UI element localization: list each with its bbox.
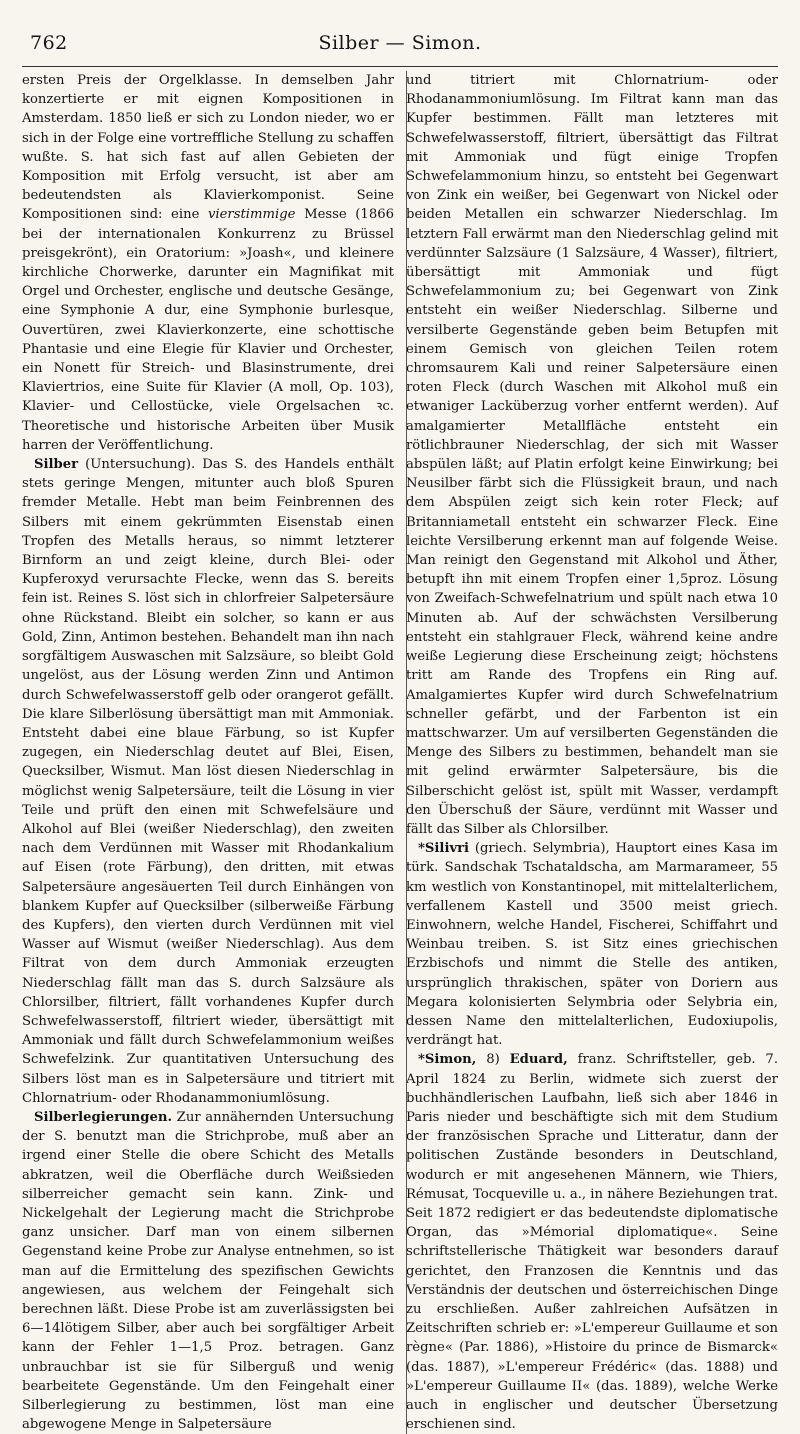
entry-text: franz. Schriftsteller, geb. 7. April 1824 zu Berlin, widmete sich zuerst der buchhändlerischen Laufbahn, ließ sich aber 1846 in Paris nieder und beschäftigte sich mit dem Studium der französischen Sprache und Litteratur, dann der politischen Zustände besonders in Deutschland, wodurch er mit angesehenen Männern, wie Thiers, Rémusat, Tocqueville u. a., in nähere Beziehungen trat. Seit 1872 redigiert er das bedeutendste diplomatische Organ, das »Mémorial diplomatique«. Seine schriftstellerische Thätigkeit war besonders darauf gerichtet, den Franzosen die Kenntnis und das Verständnis der deutschen und österreichischen Dinge zu erschließen. Außer zahlreichen Aufsätzen in Zeitschriften schrieb er: »L'empereur Guillaume et son règne« (Par. 1886), »Histoire du prince de Bismarck« (das. 1887), »L'empereur Frédéric« (das. 1888) und »L'empereur Guillaume II« (das. 1889), welche Werke auch in englischer und deutscher Übersetzung erschienen sind.: [406, 1052, 779, 1433]
entry-headword: *Simon,: [418, 1052, 477, 1068]
entry-text: 8): [476, 1052, 510, 1068]
text-columns: [22, 71, 778, 1434]
entry-paragraph: [406, 1050, 778, 1434]
entry-text: Messe (1866 bei der internationalen Konkurrenz zu Brüssel preisgekrönt), ein Oratorium: »Joash«, und kleinere kirchliche Chorwerke, darunter ein Magnifikat mit Orgel und Orchester, englische und deutsche Gesänge, eine Symphonie A dur, eine Symphonie burlesque, Ouvertüren, zwei Klavierkonzerte, eine schottische Phantasie und eine Elegie für Klavier und Orchester, ein Nonett für Streich- und Blasinstrumente, drei Klaviertrios, eine Suite für Klavier (A moll, Op. 103), Klavier- und Cellostücke, viele Orgelsachen ꝛc. Theoretische und historische Arbeiten über Musik harren der Veröffentlichung.: [22, 207, 394, 453]
page-number: 762: [30, 32, 68, 54]
entry-paragraph: [406, 839, 778, 1050]
entry-text: und titriert mit Chlornatrium- oder Rhodanammoniumlösung. Im Filtrat kann man das Kupfer bestimmen. Fällt man letzteres mit Schwefelwasserstoff, filtriert, übersättigt das Filtrat mit Ammoniak und fügt einige Tropfen Schwefelammonium hinzu, so entsteht bei Gegenwart von Zink ein weißer, bei Gegenwart von Nickel oder beiden Metallen ein schwarzer Niederschlag. Im letztern Fall erwärmt man den Niederschlag gelind mit verdünnter Salzsäure (1 Salzsäure, 4 Wasser), filtriert, übersättigt mit Ammoniak und fügt Schwefelammonium zu; bei Gegenwart von Zink entsteht ein weißer Niederschlag. Silberne und versilberte Gegenstände geben beim Betupfen mit einem Gemisch von gleichen Teilen rotem chromsaurem Kali und reiner Salpetersäure einen roten Fleck (durch Waschen mit Alkohol muß ein etwaniger Lacküberzug vorher entfernt werden). Auf amalgamierter Metallfläche entsteht ein rötlichbrauner Niederschlag, der sich mit Wasser abspülen läßt; auf Platin erfolgt keine Einwirkung; bei Neusilber färbt sich die Flüssigkeit braun, und nach dem Abspülen zeigt sich kein roter Fleck; auf Britanniametall entsteht ein schwarzer Fleck. Eine leichte Versilberung erkennt man auf folgende Weise. Man reinigt den Gegenstand mit Alkohol und Äther, betupft ihn mit einem Tropfen einer 1,5proz. Lösung von Zweifach-Schwefelnatrium und spült nach etwa 10 Minuten ab. Auf der schwächsten Versilberung entsteht ein stahlgrauer Fleck, während keine andre weiße Legierung diese Erscheinung zeigt; höchstens tritt am Rande des Tropfens ein Ring auf. Amalgamiertes Kupfer wird durch Schwefelnatrium schneller gefärbt, und der Farbenton ist ein mattschwarzer. Um auf versilberten Gegenständen die Menge des Silbers zu bestimmen, behandelt man sie mit gelind erwärmter Salpetersäure, bis die Silberschicht gelöst ist, spült mit Wasser, verdampft den Überschuß der Säure, verdünnt mit Wasser und fällt das Silber als Chlorsilber.: [406, 73, 778, 837]
entry-headword: *Silivri: [418, 841, 470, 857]
entry-text: (griech. Selymbria), Hauptort eines Kasa im türk. Sandschak Tschataldscha, am Marmarameer, 55 km westlich von Konstantinopel, mit mittelalterlichem, verfallenem Kastell und 3500 meist griech. Einwohnern, welche Handel, Fischerei, Schiffahrt und Weinbau treiben. S. ist Sitz eines griechischen Erzbischofs und nimmt die Stelle des antiken, ursprünglich thrakischen, später von Doriern aus Megara kolonisierten Selymbria oder Selybria ein, dessen Name den mittelalterlichen, Eudoxiupolis, verdrängt hat.: [406, 841, 778, 1049]
emphasis-text: vierstimmige: [207, 207, 296, 223]
left-column: [22, 71, 394, 1434]
entry-paragraph: [22, 71, 394, 455]
entry-paragraph: [406, 71, 778, 839]
entry-paragraph: [22, 1108, 394, 1434]
running-head: Silber — Simon.: [318, 32, 482, 54]
entry-headword: Silberlegierungen.: [34, 1109, 173, 1125]
entry-headword: Eduard,: [509, 1052, 568, 1068]
entry-paragraph: [22, 455, 394, 1108]
entry-text: (Untersuchung). Das S. des Handels enthält stets geringe Mengen, mitunter auch bloß Spuren fremder Metalle. Hebt man beim Feinbrennen des Silbers mit einem gekrümmten Eisenstab einen Tropfen des Metalls heraus, so nimmt letzterer Birnform an und zeigt kleine, durch Blei- oder Kupferoxyd verursachte Flecke, wenn das S. bereits fein ist. Reines S. löst sich in chlorfreier Salpetersäure ohne Rückstand. Bleibt ein solcher, so kann er aus Gold, Zinn, Antimon bestehen. Behandelt man ihn nach sorgfältigem Auswaschen mit Salzsäure, so bleibt Gold ungelöst, aus der Lösung werden Zinn und Antimon durch Schwefelwasserstoff gelb oder orangerot gefällt. Die klare Silberlösung übersättigt man mit Ammoniak. Entsteht dabei eine blaue Färbung, so ist Kupfer zugegen, ein Niederschlag deutet auf Blei, Eisen, Quecksilber, Wismut. Man löst diesen Niederschlag in möglichst wenig Salpetersäure, teilt die Lösung in vier Teile und prüft den einen mit Schwefelsäure und Alkohol auf Blei (weißer Niederschlag), den zweiten nach dem Verdünnen mit Wasser mit Rhodankalium auf Eisen (rote Färbung), den dritten, mit etwas Salpetersäure angesäuerten Teil durch Einhängen von blankem Kupfer auf Quecksilber (silberweiße Färbung des Kupfers), den vierten durch Verdünnen mit viel Wasser auf Wismut (weißer Niederschlag). Aus dem Filtrat von dem durch Ammoniak erzeugten Niederschlag fällt man das S. durch Salzsäure als Chlorsilber, filtriert, fällt vorhandenes Kupfer durch Schwefelwasserstoff, filtriert wieder, übersättigt mit Ammoniak und fällt durch Schwefelammonium weißes Schwefelzink. Zur quantitativen Untersuchung des Silbers löst man es in Salpetersäure und titriert mit Chlornatrium- oder Rhodanammoniumlösung.: [22, 457, 394, 1106]
entry-text: ersten Preis der Orgelklasse. In demselben Jahr konzertierte er mit eignen Kompositionen in Amsterdam. 1850 ließ er sich zu London nieder, wo er sich in der Folge eine vortreffliche Stellung zu schaffen wußte. S. hat sich fast auf allen Gebieten der Komposition mit Erfolg versucht, ist aber am bedeutendsten als Klavierkomponist. Seine Kompositionen sind: eine: [22, 73, 394, 223]
right-column: [406, 71, 778, 1434]
entry-headword: Silber: [34, 457, 79, 473]
entry-text: Zur annähernden Untersuchung der S. benutzt man die Strichprobe, muß aber an irgend einer Stelle die obere Schicht des Metalls abkratzen, weil die Oberfläche durch Weißsieden silberreicher gemacht sein kann. Zink- und Nickelgehalt der Legierung macht die Strichprobe ganz unsicher. Darf man von einem silbernen Gegenstand keine Probe zur Analyse entnehmen, so ist man auf die Ermittelung des spezifischen Gewichts angewiesen, aus welchem der Feingehalt sich berechnen läßt. Diese Probe ist am zuverlässigsten bei 6—14lötigem Silber, aber auch bei sorgfältiger Arbeit kann der Fehler 1—1,5 Proz. betragen. Ganz unbrauchbar ist sie für Silberguß und wenig bearbeitete Gegenstände. Um den Feingehalt einer Silberlegierung zu bestimmen, löst man eine abgewogene Menge in Salpetersäure: [22, 1109, 394, 1433]
page-header: [22, 30, 778, 67]
